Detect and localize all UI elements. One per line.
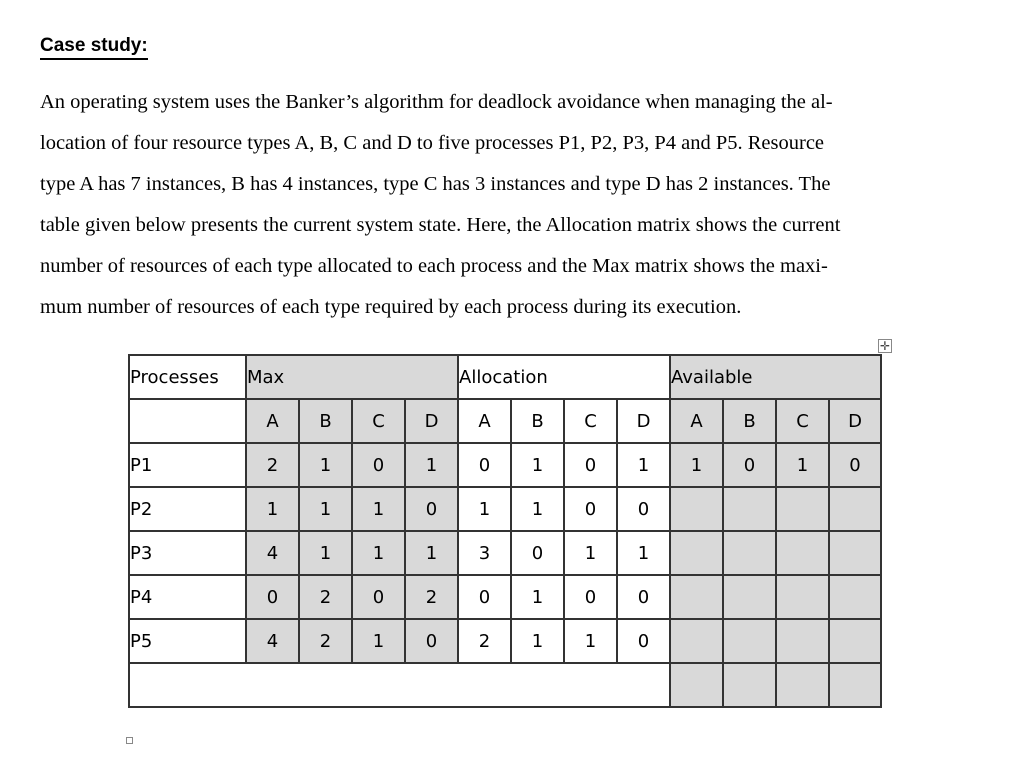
- allocation-label-b: B: [511, 399, 564, 443]
- available-label-c: C: [776, 399, 829, 443]
- allocation-label-a: A: [458, 399, 511, 443]
- allocation-header: Allocation: [458, 355, 670, 399]
- allocation-cell-b: 1: [511, 443, 564, 487]
- max-cell-c: 1: [352, 531, 405, 575]
- max-cell-c: 1: [352, 619, 405, 663]
- max-label-a: A: [246, 399, 299, 443]
- allocation-cell-b: 1: [511, 619, 564, 663]
- max-cell-d: 1: [405, 531, 458, 575]
- resize-handle-icon[interactable]: [126, 737, 133, 744]
- available-label-a: A: [670, 399, 723, 443]
- max-label-b: B: [299, 399, 352, 443]
- available-cell-c: [776, 619, 829, 663]
- empty-cell: [129, 663, 670, 707]
- max-cell-c: 0: [352, 575, 405, 619]
- max-cell-b: 1: [299, 531, 352, 575]
- paragraph-line: type A has 7 instances, B has 4 instances, type C has 3 instances and type D has 2 instances. The: [40, 173, 831, 195]
- allocation-cell-b: 0: [511, 531, 564, 575]
- available-cell-a: [670, 619, 723, 663]
- paragraph-line: mum number of resources of each type required by each process during its execution.: [40, 296, 742, 318]
- empty-available-cell: [670, 663, 723, 707]
- available-cell-a: [670, 575, 723, 619]
- max-cell-a: 1: [246, 487, 299, 531]
- max-cell-b: 1: [299, 487, 352, 531]
- allocation-cell-d: 0: [617, 487, 670, 531]
- paragraph-line: An operating system uses the Banker’s algorithm for deadlock avoidance when managing the al-: [40, 91, 833, 113]
- max-cell-a: 0: [246, 575, 299, 619]
- empty-available-cell: [829, 663, 881, 707]
- process-name: P3: [129, 531, 246, 575]
- process-name: P4: [129, 575, 246, 619]
- blank-cell: [129, 399, 246, 443]
- available-cell-c: [776, 487, 829, 531]
- allocation-label-d: D: [617, 399, 670, 443]
- problem-description: [40, 82, 970, 328]
- resource-label-row: [129, 399, 881, 443]
- table-row: [129, 487, 881, 531]
- case-study-heading: Case study:: [40, 34, 148, 60]
- allocation-cell-c: 0: [564, 575, 617, 619]
- available-cell-d: 0: [829, 443, 881, 487]
- available-label-b: B: [723, 399, 776, 443]
- allocation-cell-b: 1: [511, 487, 564, 531]
- table-row: [129, 531, 881, 575]
- allocation-label-c: C: [564, 399, 617, 443]
- paragraph-line: table given below presents the current system state. Here, the Allocation matrix shows the current: [40, 214, 841, 236]
- available-cell-c: [776, 531, 829, 575]
- max-cell-d: 2: [405, 575, 458, 619]
- max-header: Max: [246, 355, 458, 399]
- table-row: [129, 575, 881, 619]
- max-cell-b: 2: [299, 575, 352, 619]
- max-cell-b: 1: [299, 443, 352, 487]
- max-label-c: C: [352, 399, 405, 443]
- available-cell-c: 1: [776, 443, 829, 487]
- allocation-cell-c: 0: [564, 487, 617, 531]
- available-cell-b: 0: [723, 443, 776, 487]
- available-cell-b: [723, 575, 776, 619]
- available-cell-a: 1: [670, 443, 723, 487]
- available-cell-c: [776, 575, 829, 619]
- available-cell-b: [723, 531, 776, 575]
- max-cell-d: 1: [405, 443, 458, 487]
- empty-available-cell: [723, 663, 776, 707]
- process-name: P2: [129, 487, 246, 531]
- max-cell-a: 4: [246, 531, 299, 575]
- available-cell-d: [829, 619, 881, 663]
- allocation-cell-a: 1: [458, 487, 511, 531]
- max-cell-a: 4: [246, 619, 299, 663]
- allocation-cell-d: 1: [617, 443, 670, 487]
- max-cell-d: 0: [405, 487, 458, 531]
- move-handle-icon[interactable]: ✛: [879, 339, 891, 353]
- available-cell-a: [670, 487, 723, 531]
- allocation-cell-a: 0: [458, 443, 511, 487]
- process-name: P1: [129, 443, 246, 487]
- max-cell-c: 0: [352, 443, 405, 487]
- max-cell-b: 2: [299, 619, 352, 663]
- table-row: [129, 443, 881, 487]
- allocation-cell-d: 0: [617, 575, 670, 619]
- allocation-cell-c: 1: [564, 619, 617, 663]
- available-cell-b: [723, 619, 776, 663]
- empty-row: [129, 663, 881, 707]
- max-cell-a: 2: [246, 443, 299, 487]
- empty-available-cell: [776, 663, 829, 707]
- allocation-cell-a: 3: [458, 531, 511, 575]
- resource-matrix-table: [128, 354, 882, 708]
- header-row: [129, 355, 881, 399]
- available-cell-d: [829, 487, 881, 531]
- max-cell-c: 1: [352, 487, 405, 531]
- allocation-cell-a: 2: [458, 619, 511, 663]
- paragraph-line: location of four resource types A, B, C and D to five processes P1, P2, P3, P4 and P5. Resource: [40, 132, 825, 154]
- available-label-d: D: [829, 399, 881, 443]
- process-name: P5: [129, 619, 246, 663]
- allocation-cell-d: 1: [617, 531, 670, 575]
- available-cell-d: [829, 575, 881, 619]
- max-cell-d: 0: [405, 619, 458, 663]
- available-cell-a: [670, 531, 723, 575]
- allocation-cell-a: 0: [458, 575, 511, 619]
- paragraph-line: number of resources of each type allocated to each process and the Max matrix shows the maxi-: [40, 255, 828, 277]
- allocation-cell-c: 0: [564, 443, 617, 487]
- available-header: Available: [670, 355, 881, 399]
- available-cell-d: [829, 531, 881, 575]
- allocation-cell-d: 0: [617, 619, 670, 663]
- max-label-d: D: [405, 399, 458, 443]
- allocation-cell-b: 1: [511, 575, 564, 619]
- allocation-cell-c: 1: [564, 531, 617, 575]
- available-cell-b: [723, 487, 776, 531]
- processes-header: Processes: [129, 355, 246, 399]
- table-row: [129, 619, 881, 663]
